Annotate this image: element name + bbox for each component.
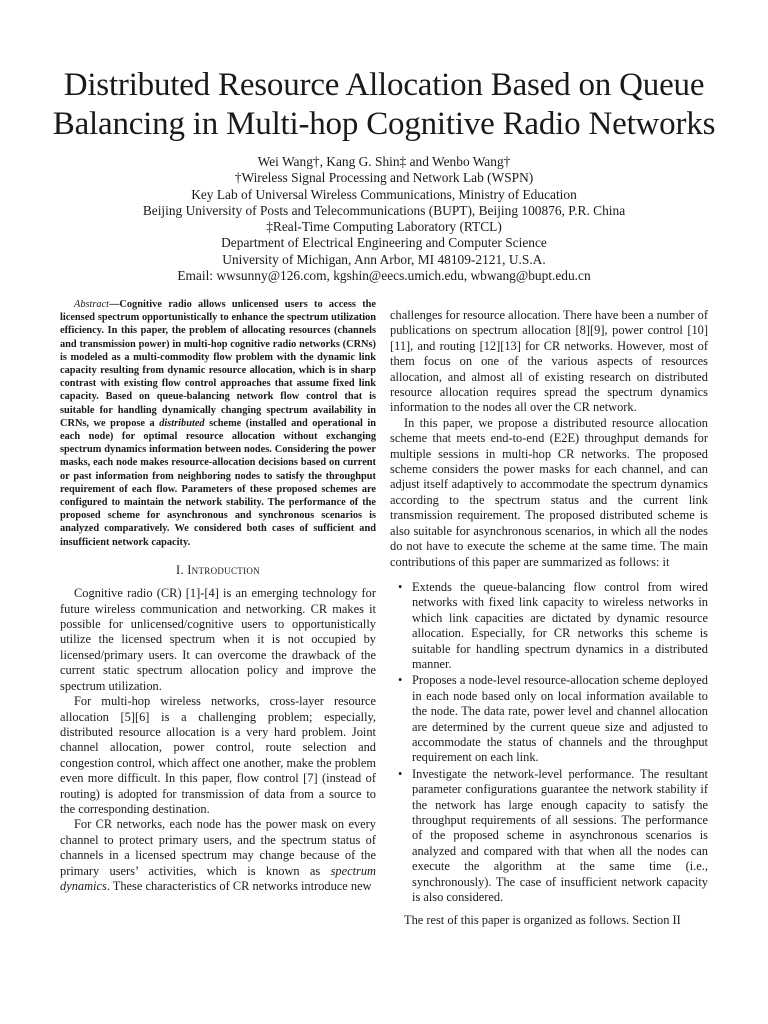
affiliation-line: ‡Real-Time Computing Laboratory (RTCL) — [266, 219, 502, 235]
section-title: Introduction — [187, 562, 260, 577]
section-number: I. — [176, 562, 184, 577]
paper-title — [40, 66, 728, 144]
affiliation-line: University of Michigan, Ann Arbor, MI 48109-2121, U.S.A. — [222, 251, 546, 267]
author-block — [40, 154, 728, 284]
abstract-emphasis: distributed — [159, 417, 205, 429]
body-text: . These characteristics of CR networks introduce new — [106, 878, 372, 893]
body-paragraph: In this paper, we propose a distributed resource allocation scheme that meets end-to-end (E2E) throughput demands for multiple sessions in multi-hop CR networks. The proposed scheme considers the power masks for each channel, and can adjust itself adaptively to accommodate the spectrum dynamics according to the spectrum status and the current link transmission requirement. The proposed distributed scheme is also suitable for asynchronous scenarios, in which all the nodes do not have to execute the scheme at the same time. The main contributions of this paper are summarized as follows: it — [390, 415, 708, 569]
affiliation-line: Beijing University of Posts and Telecommunications (BUPT), Beijing 100876, P.R. China — [142, 202, 626, 218]
abstract — [60, 298, 376, 549]
body-paragraph-continued: challenges for resource allocation. There have been a number of publications on spectrum allocation [8][9], power control [10][11], and routing [12][13] for CR networks. However, most of them focus on one of the various aspects of resources allocation, and almost all of existing research on distributed resource allocation requires spread the spectrum dynamics information to the nodes all over the CR network. — [390, 308, 708, 415]
affiliation-line: †Wireless Signal Processing and Network Lab (WSPN) — [234, 170, 534, 186]
list-item — [390, 767, 708, 906]
abstract-text-1: —Cognitive radio allows unlicensed users to access the licensed spectrum opportunistically to enhance the spectrum utilization efficiency. In this paper, the problem of allocating resources (channels and transmission power) in multi-hop cognitive radio networks (CRNs) is modeled as a multi-commodity flow problem with the dynamic link capacity resulting from dynamic resource allocation, which is in sharp contrast with existing flow control approaches that assume fixed link capacity. Based on queue-balancing network flow control that is suitable for handling dynamically changing spectrum availability in CRNs, we propose a — [60, 299, 376, 429]
title-line-2: Balancing in Multi-hop Cognitive Radio Networks — [52, 106, 716, 142]
body-emphasis: spectrum dynamics — [60, 863, 376, 893]
body-text: For CR networks, each node has the power mask on every channel to protect primary users, and the spectrum status of channels in a licensed spectrum may change because of the primary users’ activities, which is known as — [60, 817, 376, 878]
contributions-list — [390, 580, 708, 906]
affiliation-line: Department of Electrical Engineering and Computer Science — [221, 235, 547, 251]
list-item-text: Investigate the network-level performance. The resultant parameter configurations guarantee the network stability if the network has large enough capacity to satisfy the throughput requirements of all sessions. The performance of the proposed scheme in asynchronous scenarios is analyzed and compared with that when all the nodes can execute the algorithm at the same time (i.e., synchronously). The case of insufficient network capacity is also considered. — [412, 766, 708, 905]
list-item-text: Extends the queue-balancing flow control from wired networks with fixed link capacity to wireless networks in which link capacities are dictated by dynamic resource allocation. Especially, for CR networks this scheme is suitable for handling spectrum dynamics in a distributed manner. — [412, 579, 708, 671]
bullet-glyph: • — [398, 579, 403, 594]
right-column — [390, 308, 708, 929]
body-paragraph: Cognitive radio (CR) [1]-[4] is an emerging technology for future wireless communication and networking. CR makes it possible for unlicensed/cognitive users to opportunistically utilize the licensed spectrum when it is not occupied by licensed/primary users. It can overcome the drawback of the current static spectrum allocation policy and improve the spectrum utilization. — [60, 586, 376, 693]
body-paragraph: For multi-hop wireless networks, cross-layer resource allocation [5][6] is a challenging problem; especially, distributed resource allocation is a very hard problem. Joint channel allocation, power control, route selection and congestion control, which affect one another, make the problem even more difficult. In this paper, flow control [7] (instead of routing) is adopted for transmission of data from a source to the corresponding destination. — [60, 694, 376, 816]
bullet-glyph: • — [398, 673, 403, 688]
bullet-glyph: • — [398, 766, 403, 781]
email-line: Email: wwsunny@126.com, kgshin@eecs.umich.edu, wbwang@bupt.edu.cn — [177, 268, 591, 284]
section-heading-introduction — [60, 563, 376, 578]
abstract-text-2: scheme (installed and operational in each node) for optimal resource allocation without exchanging spectrum dynamics information between nodes. Considering the power masks, each node makes resource-allocation decisions based on current or past information from neighboring nodes to satisfy the throughput requirement of each flow. Parameters of these proposed schemes are configured to maintain the network stability. The performance of the proposed scheme for asynchronous and synchronous scenarios is analyzed comparatively. We considered both cases of sufficient and insufficient network capacity. — [60, 417, 377, 548]
affiliation-line: Key Lab of Universal Wireless Communications, Ministry of Education — [191, 186, 577, 202]
left-column — [60, 298, 376, 894]
body-paragraph: The rest of this paper is organized as follows. Section II — [404, 913, 681, 928]
abstract-lead: Abstract — [74, 299, 110, 310]
author-names: Wei Wang†, Kang G. Shin‡ and Wenbo Wang† — [257, 154, 511, 169]
list-item-text: Proposes a node-level resource-allocation scheme deployed in each node based only on local information available to the node. The data rate, power level and channel allocation are determined by the current queue size and adjusted to accommodate the status of channels and the throughput requirement on each link. — [412, 673, 708, 765]
title-line-1: Distributed Resource Allocation Based on Queue — [63, 67, 705, 103]
list-item — [390, 673, 708, 765]
body-paragraph-spectrum-dynamics — [60, 817, 376, 894]
list-item — [390, 580, 708, 672]
